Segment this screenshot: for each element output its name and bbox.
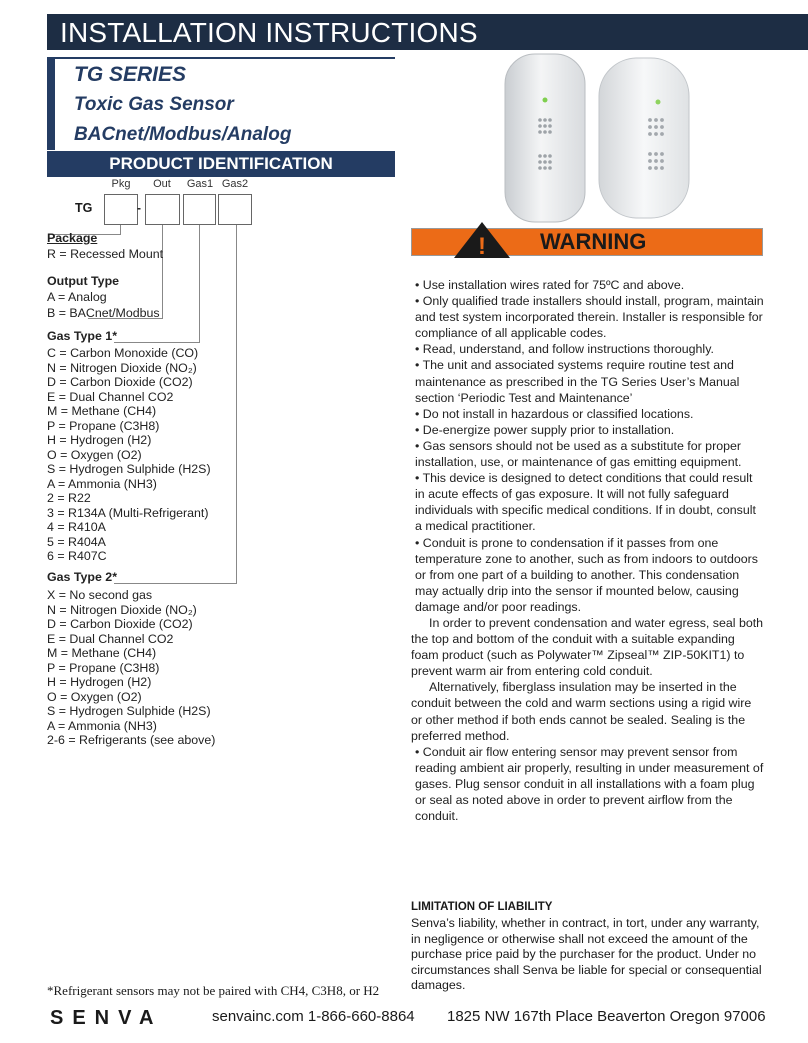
gas1-connector bbox=[199, 225, 200, 343]
warning-exclamation: ! bbox=[478, 233, 486, 260]
warning-bullet: • Read, understand, and follow instructions thoroughly. bbox=[411, 341, 765, 357]
output-item: A = Analog bbox=[47, 290, 107, 304]
logo-wordmark: SENVA bbox=[50, 1007, 163, 1027]
gas1-item: P = Propane (C3H8) bbox=[47, 418, 160, 433]
warning-bullet: • This device is designed to detect conditions that could result in acute effects of gas exposure. It will not fully safeguard individuals with specific medical conditions. If in doubt, consult a medical practitioner. bbox=[411, 470, 765, 534]
gas2-item: X = No second gas bbox=[47, 588, 153, 602]
warning-title: WARNING bbox=[540, 229, 647, 254]
gas2-item: D = Carbon Dioxide (CO2) bbox=[47, 617, 193, 631]
series-top-rule bbox=[47, 57, 395, 59]
gas1-item: S = Hydrogen Sulphide (H2S) bbox=[47, 462, 211, 476]
warning-triangle-icon bbox=[452, 220, 512, 260]
output-type-heading: Output Type bbox=[47, 274, 120, 288]
gas2-item: A = Ammonia (NH3) bbox=[47, 718, 157, 733]
gas1-item: H = Hydrogen (H2) bbox=[47, 433, 152, 447]
gas1-heading: Gas Type 1* bbox=[47, 329, 118, 343]
gas2-item: P = Propane (C3H8) bbox=[47, 660, 160, 675]
product-id-heading: PRODUCT IDENTIFICATION bbox=[109, 154, 333, 173]
series-accent-bar bbox=[47, 57, 55, 150]
page-title: INSTALLATION INSTRUCTIONS bbox=[60, 17, 478, 48]
model-dash: - bbox=[137, 201, 141, 215]
out-box bbox=[145, 194, 180, 225]
output-item: B = BACnet/Modbus bbox=[47, 306, 160, 320]
footer-contact: senvainc.com 1-866-660-8864 bbox=[212, 1008, 415, 1025]
col-out: Out bbox=[153, 178, 171, 190]
warning-bullet: • The unit and associated systems require routine test and maintenance as prescribed in the TG Series User’s Manual section ‘Periodic Test and Maintenance’ bbox=[411, 357, 765, 405]
gas1-item: D = Carbon Dioxide (CO2) bbox=[47, 375, 193, 389]
warning-list bbox=[411, 277, 765, 824]
gas1-item: 6 = R407C bbox=[47, 549, 107, 563]
gas1-box bbox=[183, 194, 216, 225]
series-name: TG SERIES bbox=[74, 63, 187, 86]
sensor-product-image bbox=[495, 50, 715, 228]
warning-bullet: • Gas sensors should not be used as a substitute for proper installation, use, or maintenance of gas emitting equipment. bbox=[411, 438, 765, 470]
pkg-connector bbox=[120, 225, 121, 234]
model-prefix: TG bbox=[75, 201, 93, 215]
gas1-item: 2 = R22 bbox=[47, 491, 91, 505]
gas2-item: 2-6 = Refrigerants (see above) bbox=[47, 733, 216, 747]
gas2-heading: Gas Type 2* bbox=[47, 570, 118, 584]
col-pkg: Pkg bbox=[111, 178, 131, 190]
package-item: R = Recessed Mount bbox=[47, 247, 164, 261]
out-connector bbox=[162, 225, 163, 319]
gas1-item: 5 = R404A bbox=[47, 534, 106, 549]
gas2-item: N = Nitrogen Dioxide (NO₂) bbox=[47, 602, 197, 617]
footer-address: 1825 NW 167th Place Beaverton Oregon 97006 bbox=[447, 1008, 766, 1025]
gas1-connector-h bbox=[114, 342, 200, 343]
pkg-box bbox=[104, 194, 138, 225]
package-heading: Package bbox=[47, 231, 98, 245]
liability-text: Senva’s liability, whether in contract, in tort, under any warranty, in negligence or otherwise shall not exceed the amount of the purchase price paid by the purchaser for the product. Under no circumstances shall Senva be liable for special or consequential damages. bbox=[411, 916, 762, 993]
condensation-paragraph: In order to prevent condensation and water egress, seal both the top and bottom of the conduit with a suitable expanding foam product (such as Polywater™ Zipseal™ ZIP-50KIT1) to prevent warm air from entering cold conduit. bbox=[411, 615, 764, 679]
col-gas1: Gas1 bbox=[186, 178, 214, 190]
liability-heading: LIMITATION OF LIABILITY bbox=[411, 901, 553, 913]
protocols: BACnet/Modbus/Analog bbox=[74, 124, 292, 145]
gas2-item: M = Methane (CH4) bbox=[47, 646, 157, 660]
warning-bullet: • Conduit air flow entering sensor may prevent sensor from reading ambient air properly, resulting in under measurement of gases. Plug sensor conduit in all installations with a foam plug or seal as noted above in order to prevent airflow from the conduit. bbox=[411, 744, 765, 824]
warning-bullet: • Use installation wires rated for 75ºC and above. bbox=[411, 277, 765, 293]
gas1-item: E = Dual Channel CO2 bbox=[47, 389, 174, 404]
gas1-item: 4 = R410A bbox=[47, 520, 106, 534]
warning-bullet: • Conduit is prone to condensation if it passes from one temperature zone to another, such as from indoors to outdoors or from one part of a building to another. This condensation may actually drip into the sensor if mounted below, causing damage and/or poor readings. bbox=[411, 535, 765, 615]
warning-bullet: • Do not install in hazardous or classified locations. bbox=[411, 406, 765, 422]
gas1-item: C = Carbon Monoxide (CO) bbox=[47, 346, 199, 360]
insulation-paragraph: Alternatively, fiberglass insulation may be inserted in the conduit between the cold and warm sections using a rigid wire or other method if both ends cannot be sealed. Sealing is the preferred method. bbox=[411, 680, 752, 743]
gas2-item: E = Dual Channel CO2 bbox=[47, 631, 174, 646]
warning-bullet: • De-energize power supply prior to installation. bbox=[411, 422, 765, 438]
warning-bullet: • Only qualified trade installers should install, program, maintain and test system incorporated therein. Installer is responsible for compliance of all applicable codes. bbox=[411, 293, 765, 341]
gas1-item: M = Methane (CH4) bbox=[47, 404, 157, 418]
gas2-connector bbox=[236, 225, 237, 584]
gas1-item: 3 = R134A (Multi-Refrigerant) bbox=[47, 505, 209, 520]
gas2-item: H = Hydrogen (H2) bbox=[47, 675, 152, 689]
gas1-item: A = Ammonia (NH3) bbox=[47, 476, 157, 491]
gas2-item: O = Oxygen (O2) bbox=[47, 689, 142, 704]
gas2-item: S = Hydrogen Sulphide (H2S) bbox=[47, 704, 211, 718]
gas1-item: N = Nitrogen Dioxide (NO₂) bbox=[47, 360, 197, 375]
gas2-box bbox=[218, 194, 252, 225]
refrigerant-footnote: *Refrigerant sensors may not be paired with CH4, C3H8, or H2 bbox=[47, 983, 380, 998]
gas1-item: O = Oxygen (O2) bbox=[47, 447, 142, 462]
gas2-connector-h bbox=[114, 583, 237, 584]
senva-logo bbox=[50, 1007, 195, 1027]
product-name: Toxic Gas Sensor bbox=[74, 94, 234, 115]
col-gas2: Gas2 bbox=[221, 178, 249, 190]
